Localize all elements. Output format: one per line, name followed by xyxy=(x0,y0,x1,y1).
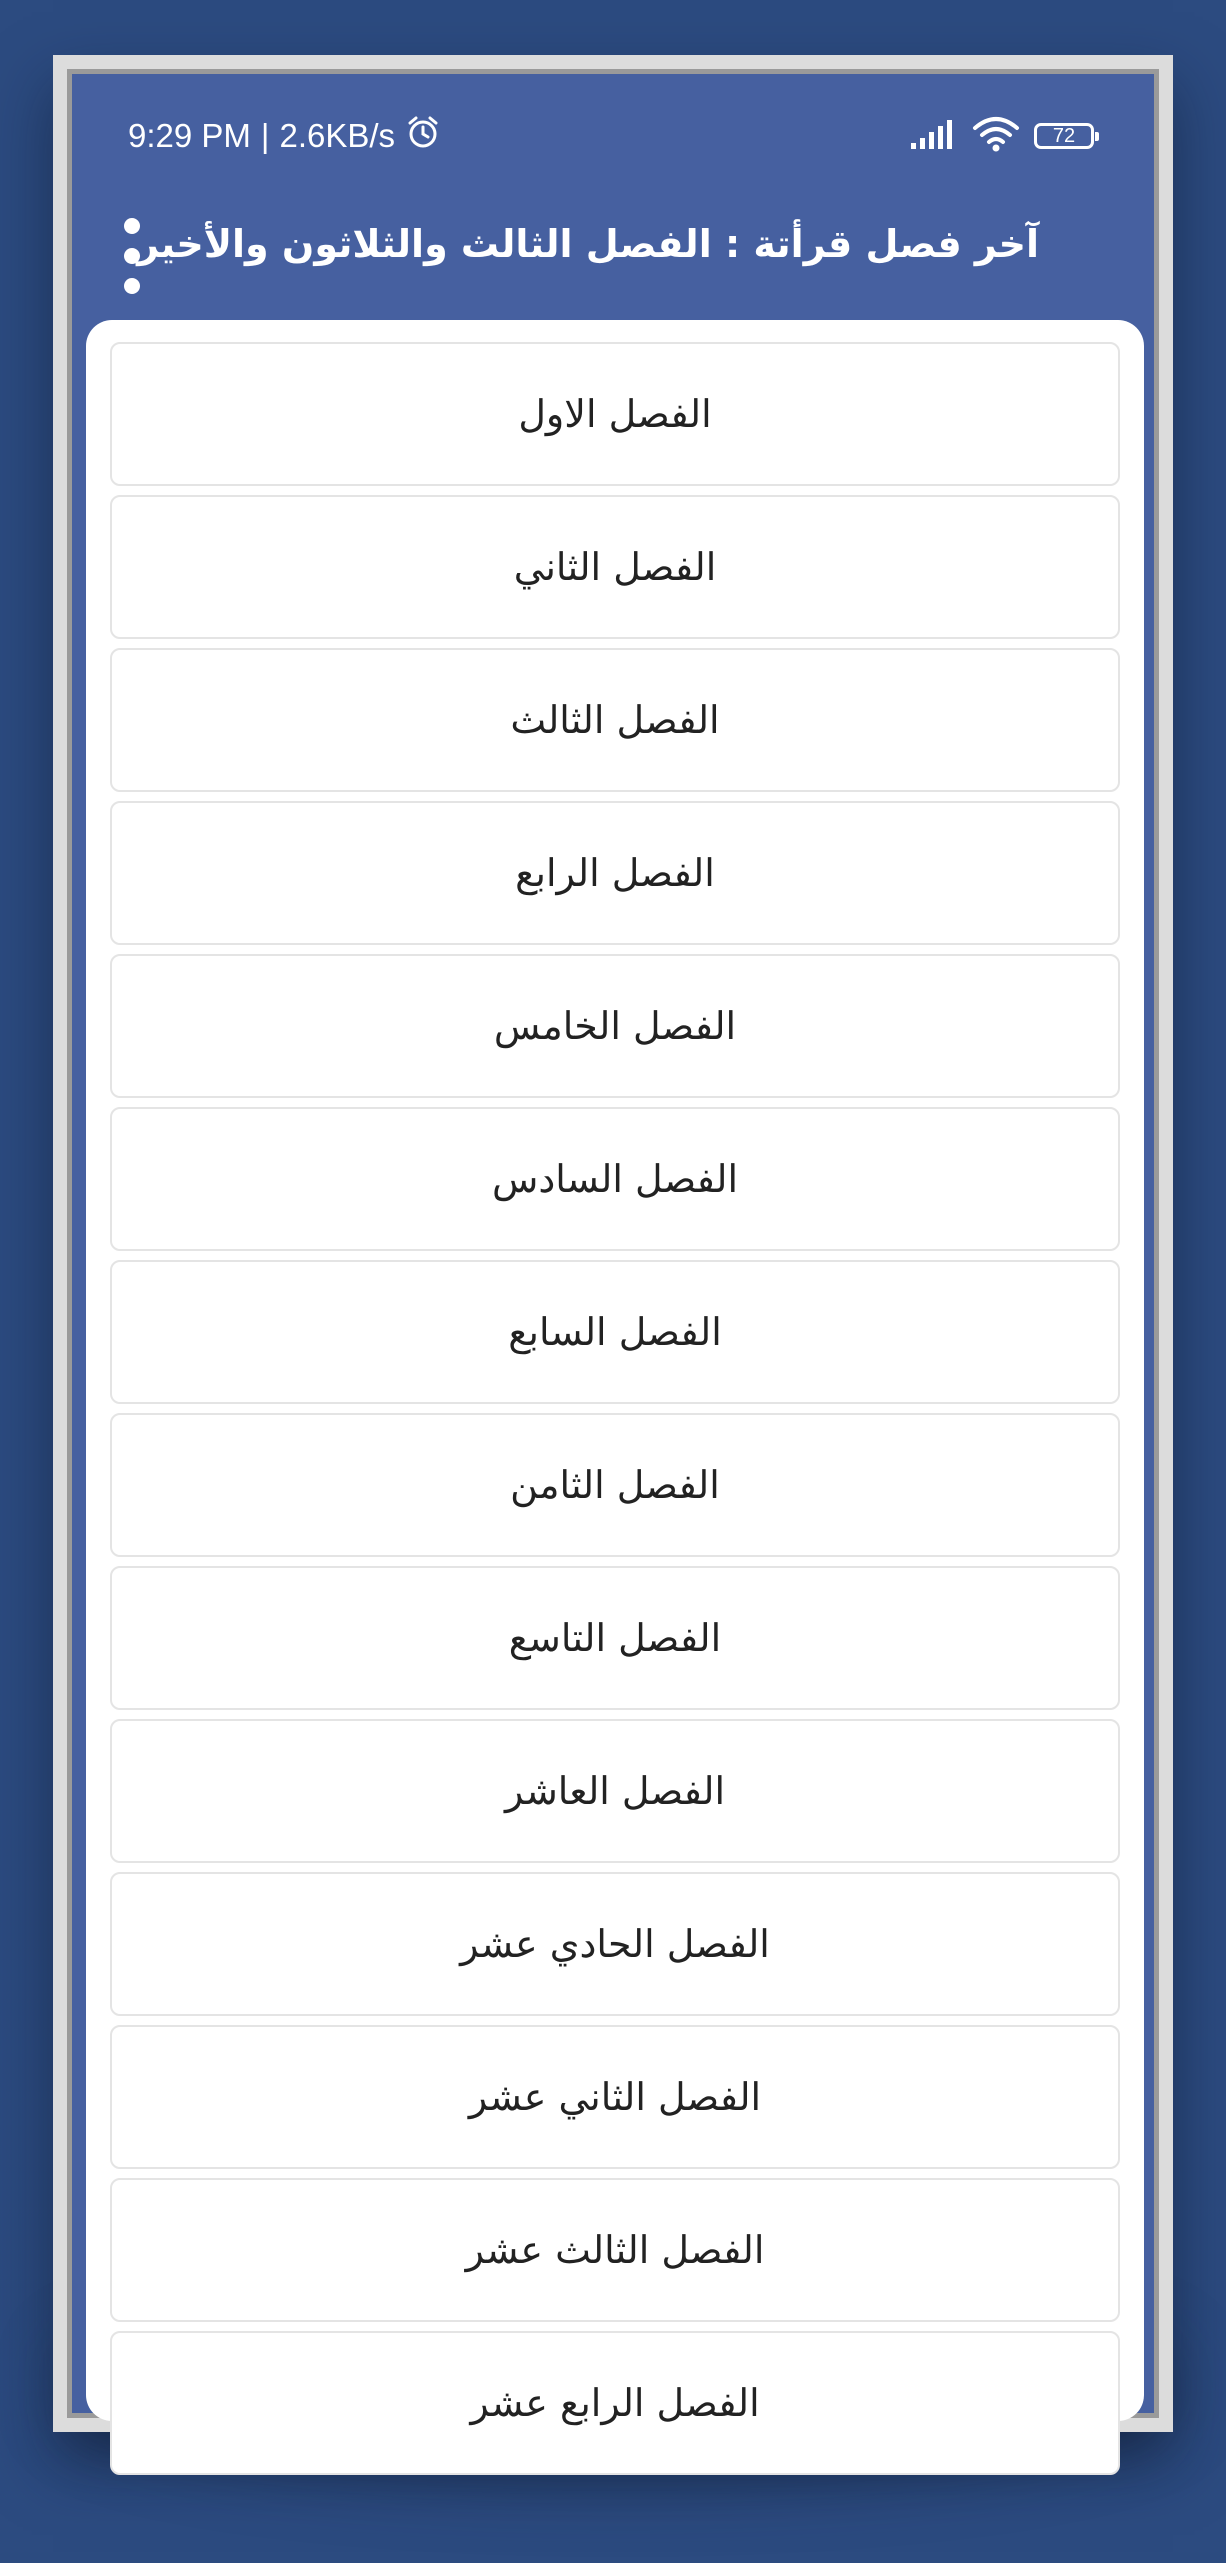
chapter-item-7[interactable] xyxy=(110,1260,1120,1404)
chapter-item-label: الفصل الرابع xyxy=(515,851,715,895)
cell-signal-icon xyxy=(910,119,958,153)
chapter-item-1[interactable] xyxy=(110,342,1120,486)
chapter-item-8[interactable] xyxy=(110,1413,1120,1557)
device-bezel xyxy=(67,69,1159,2425)
page-title: آخر فصل قرأتة : الفصل الثالث والثلاثون والأخير xyxy=(137,222,1039,266)
chapter-item-label: الفصل الخامس xyxy=(493,1004,737,1048)
status-right xyxy=(910,116,1094,156)
device-frame xyxy=(53,55,1173,2432)
battery-icon xyxy=(1034,123,1094,149)
chapter-item-label: الفصل السادس xyxy=(491,1157,739,1201)
alarm-clock-icon xyxy=(405,114,441,158)
chapter-item-label: الفصل الثالث xyxy=(510,698,720,742)
chapter-list-card xyxy=(86,320,1144,2425)
status-left xyxy=(128,114,441,158)
chapter-item-10[interactable] xyxy=(110,1719,1120,1863)
chapter-item-13[interactable] xyxy=(110,2178,1120,2322)
chapter-item-label: الفصل الاول xyxy=(518,392,712,436)
chapter-item-4[interactable] xyxy=(110,801,1120,945)
app-bar xyxy=(72,194,1154,314)
chapter-item-label: الفصل الثاني xyxy=(513,545,717,589)
chapter-item-14[interactable] xyxy=(110,2331,1120,2475)
chapter-item-9[interactable] xyxy=(110,1566,1120,1710)
chapter-list[interactable] xyxy=(110,342,1120,2425)
status-time: 9:29 PM xyxy=(128,117,251,154)
chapter-item-label: الفصل الثاني عشر xyxy=(468,2075,762,2119)
status-net-speed: 2.6KB/s xyxy=(279,117,396,154)
chapter-item-label: الفصل السابع xyxy=(508,1310,722,1354)
wifi-icon xyxy=(972,116,1020,156)
chapter-item-label: الفصل الثالث عشر xyxy=(465,2228,765,2272)
chapter-item-2[interactable] xyxy=(110,495,1120,639)
chapter-item-label: الفصل التاسع xyxy=(508,1616,722,1660)
status-bar xyxy=(72,74,1154,194)
chapter-item-6[interactable] xyxy=(110,1107,1120,1251)
app-screen xyxy=(72,74,1154,2425)
chapter-item-11[interactable] xyxy=(110,1872,1120,2016)
chapter-item-3[interactable] xyxy=(110,648,1120,792)
chapter-item-label: الفصل الحادي عشر xyxy=(460,1922,770,1966)
battery-level: 72 xyxy=(1052,124,1076,147)
chapter-item-12[interactable] xyxy=(110,2025,1120,2169)
chapter-item-label: الفصل العاشر xyxy=(504,1769,726,1813)
more-vert-icon-dot xyxy=(124,278,140,294)
chapter-item-label: الفصل الثامن xyxy=(510,1463,720,1507)
status-separator: | xyxy=(260,117,270,154)
chapter-item-5[interactable] xyxy=(110,954,1120,1098)
chapter-item-label: الفصل الرابع عشر xyxy=(470,2381,760,2425)
